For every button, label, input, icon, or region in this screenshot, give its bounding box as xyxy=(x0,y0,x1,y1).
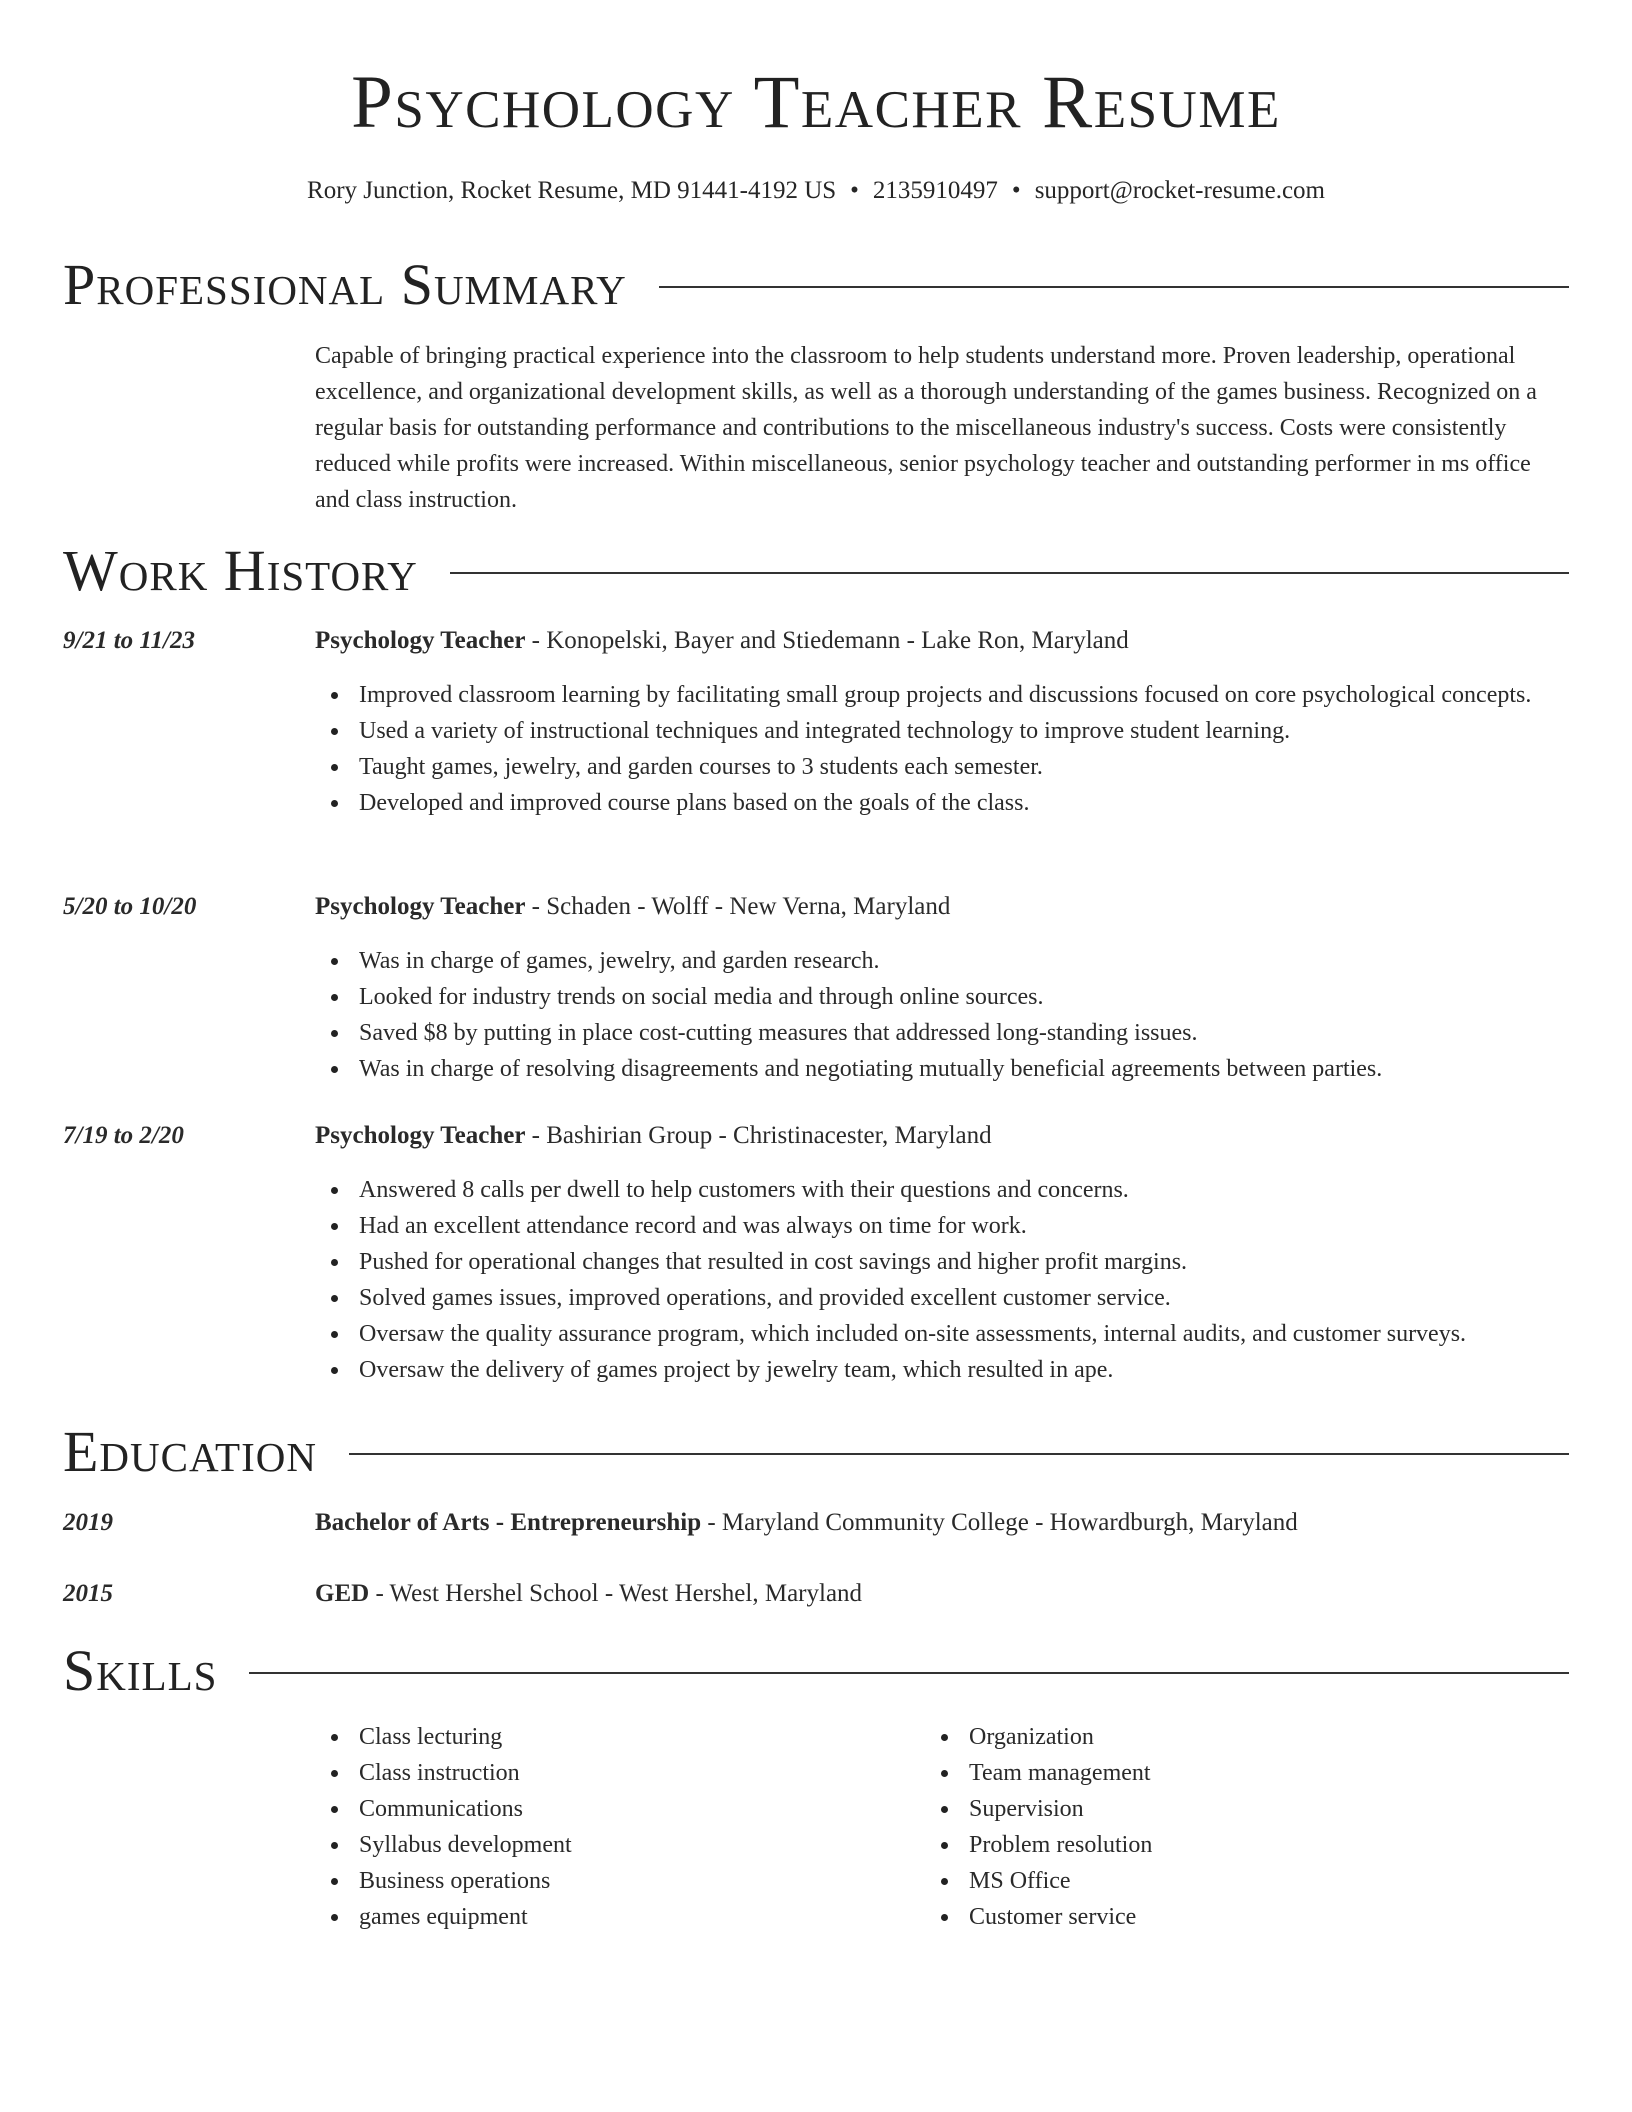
summary-text: Capable of bringing practical experience into the classroom to help students understand more. Proven leadership, operational excellence, and organizational development skills, as well as a thorough understanding of the games business. Recognized on a regular basis for outstanding performance and contributions to the miscellaneous industry's success. Costs were consistently reduced while profits were increased. Within miscellaneous, senior psychology teacher and outstanding performer in ms office and class instruction. xyxy=(315,343,1537,513)
section-header-education xyxy=(63,1417,1569,1487)
education-line xyxy=(315,1505,1570,1541)
list-item: Solved games issues, improved operations, and provided excellent customer service. xyxy=(359,1280,1570,1316)
job-dates: 9/21 to 11/23 xyxy=(63,627,195,654)
list-item: Was in charge of resolving disagreements and negotiating mutually beneficial agreements between parties. xyxy=(359,1051,1570,1087)
education-year: 2015 xyxy=(63,1580,113,1607)
contact-separator: • xyxy=(1011,177,1021,204)
section-title-work: Work History xyxy=(63,538,418,603)
list-item: Had an excellent attendance record and was always on time for work. xyxy=(359,1208,1570,1244)
skill-item: Supervision xyxy=(969,1791,1545,1827)
skill-item: Team management xyxy=(969,1755,1545,1791)
list-item: Taught games, jewelry, and garden courses to 3 students each semester. xyxy=(359,749,1570,785)
section-title-education: Education xyxy=(63,1419,317,1484)
job-employer-location: - Bashirian Group - Christinacester, Maryland xyxy=(525,1122,992,1149)
list-item: Saved $8 by putting in place cost-cutting measures that addressed long-standing issues. xyxy=(359,1015,1570,1051)
job-title: Psychology Teacher xyxy=(315,1122,526,1149)
skill-item: Class lecturing xyxy=(359,1719,935,1755)
job-employer-location: - Schaden - Wolff - New Verna, Maryland xyxy=(525,893,951,920)
contact-phone: 2135910497 xyxy=(872,177,998,204)
section-divider xyxy=(659,286,1569,288)
education-school-location: - West Hershel School - West Hershel, Maryland xyxy=(369,1580,863,1607)
section-title-skills: Skills xyxy=(63,1638,218,1703)
education-degree: GED xyxy=(315,1580,370,1607)
skills-list-left xyxy=(315,1719,935,1935)
skill-item: games equipment xyxy=(359,1899,935,1935)
job-employer-location: - Konopelski, Bayer and Stiedemann - Lake Ron, Maryland xyxy=(525,627,1129,654)
section-title-summary: Professional Summary xyxy=(63,252,627,317)
skill-item: MS Office xyxy=(969,1863,1545,1899)
list-item: Was in charge of games, jewelry, and garden research. xyxy=(359,943,1570,979)
resume-title: Psychology Teacher Resume xyxy=(351,61,1281,144)
job-dates: 7/19 to 2/20 xyxy=(63,1122,184,1149)
list-item: Oversaw the quality assurance program, which included on-site assessments, internal audits, and customer surveys. xyxy=(359,1316,1570,1352)
skill-item: Business operations xyxy=(359,1863,935,1899)
list-item: Developed and improved course plans based on the goals of the class. xyxy=(359,785,1570,821)
skill-item: Customer service xyxy=(969,1899,1545,1935)
section-header-work xyxy=(63,536,1569,606)
contact-address: Rory Junction, Rocket Resume, MD 91441-4192 US xyxy=(307,177,837,204)
job-dates: 5/20 to 10/20 xyxy=(63,893,197,920)
job-title-line xyxy=(315,623,1570,659)
education-line xyxy=(315,1576,1570,1612)
skill-item: Communications xyxy=(359,1791,935,1827)
section-divider xyxy=(450,572,1569,574)
list-item: Pushed for operational changes that resulted in cost savings and higher profit margins. xyxy=(359,1244,1570,1280)
education-year: 2019 xyxy=(63,1509,113,1536)
skill-item: Organization xyxy=(969,1719,1545,1755)
list-item: Improved classroom learning by facilitating small group projects and discussions focused on core psychological concepts. xyxy=(359,677,1570,713)
job-title: Psychology Teacher xyxy=(315,893,526,920)
education-school-location: - Maryland Community College - Howardburgh, Maryland xyxy=(701,1509,1298,1536)
contact-email: support@rocket-resume.com xyxy=(1034,177,1325,204)
list-item: Looked for industry trends on social media and through online sources. xyxy=(359,979,1570,1015)
job-bullets xyxy=(315,677,1570,821)
section-header-summary xyxy=(63,250,1569,320)
section-divider xyxy=(249,1672,1569,1674)
job-title-line xyxy=(315,889,1570,925)
education-degree: Bachelor of Arts - Entrepreneurship xyxy=(315,1509,702,1536)
job-title: Psychology Teacher xyxy=(315,627,526,654)
job-bullets xyxy=(315,943,1570,1087)
list-item: Answered 8 calls per dwell to help customers with their questions and concerns. xyxy=(359,1172,1570,1208)
skills-list-right xyxy=(925,1719,1545,1935)
contact-line xyxy=(0,174,1632,208)
skill-item: Syllabus development xyxy=(359,1827,935,1863)
section-divider xyxy=(349,1453,1569,1455)
job-title-line xyxy=(315,1118,1570,1154)
skill-item: Class instruction xyxy=(359,1755,935,1791)
section-header-skills xyxy=(63,1636,1569,1706)
job-bullets xyxy=(315,1172,1570,1388)
skill-item: Problem resolution xyxy=(969,1827,1545,1863)
contact-separator: • xyxy=(850,177,859,204)
list-item: Used a variety of instructional techniques and integrated technology to improve student learning. xyxy=(359,713,1570,749)
list-item: Oversaw the delivery of games project by jewelry team, which resulted in ape. xyxy=(359,1352,1570,1388)
